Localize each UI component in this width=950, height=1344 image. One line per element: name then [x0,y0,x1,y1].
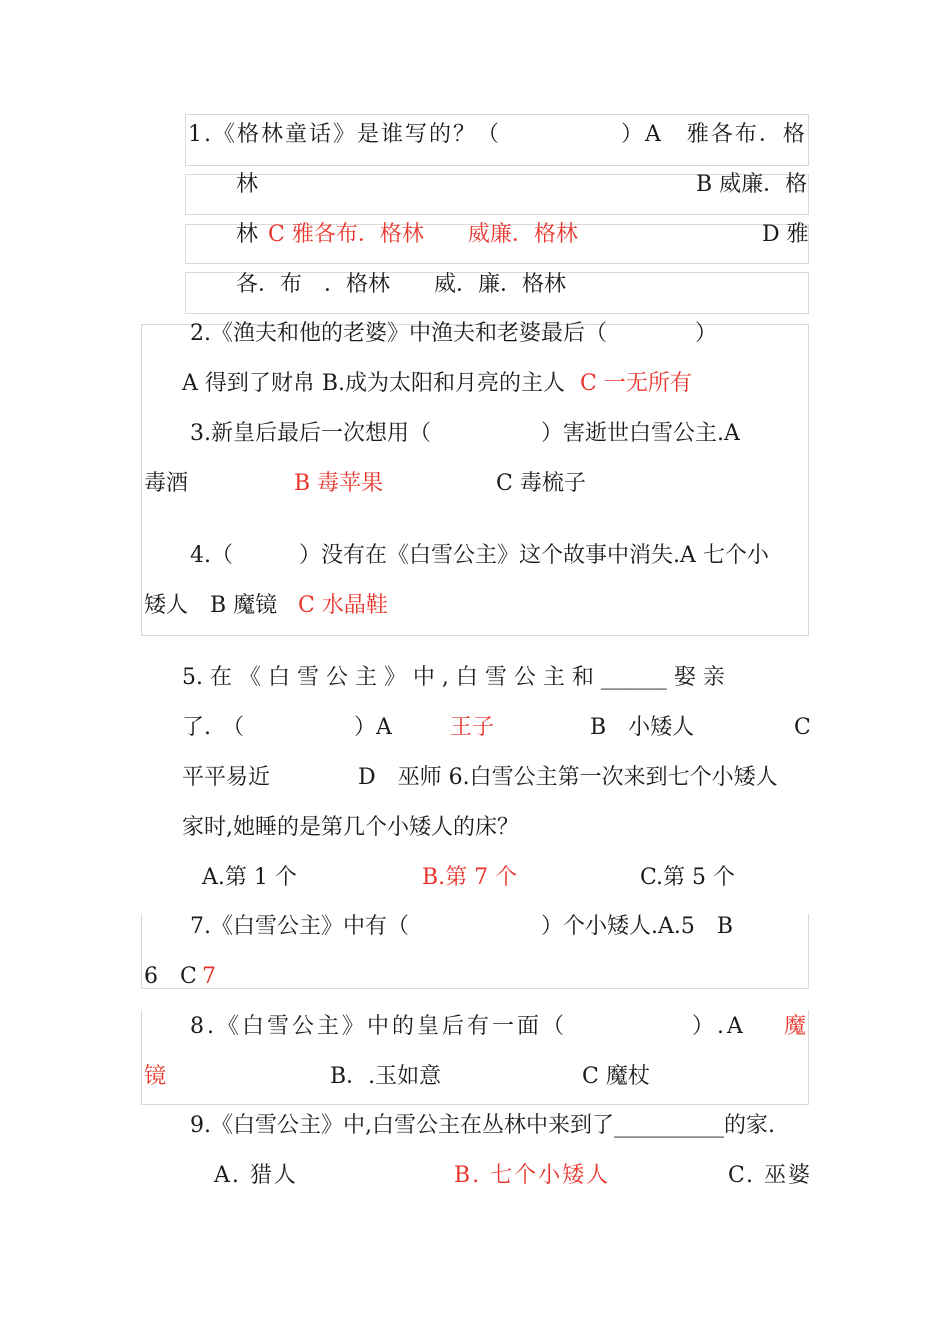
q9-answer: B. 七个小矮人 [454,1163,611,1188]
q7-stem: 7.《白雪公主》中有（ ）个小矮人.A.5 B [190,914,734,939]
q6-option-a: A.第 1 个 [202,865,297,890]
q4-answer: C 水晶鞋 [298,593,388,618]
q2-stem: 2.《渔夫和他的老婆》中渔夫和老婆最后（ ） [190,321,717,346]
q8-stem: 8.《白雪公主》中的皇后有一面（ ）.A [190,1014,746,1039]
q5-option-b: B 小矮人 [590,715,695,740]
q8-answer-part2: 镜 [144,1064,167,1089]
q8-option-c: C 魔杖 [582,1064,650,1089]
q1-answer: C 雅各布．格林 威廉．格林 [268,222,578,247]
q7-answer: 7 [202,964,216,989]
q1-line3-right: D 雅 [762,222,809,247]
q5-line3: 平平易近 D 巫师 6.白雪公主第一次来到七个小矮人 [182,765,778,790]
q4-stem: 4.（ ）没有在《白雪公主》这个故事中消失.A 七个小 [190,543,769,568]
q6-stem: 家时,她睡的是第几个小矮人的床？ [182,815,519,840]
q8-answer-part1: 魔 [784,1014,807,1039]
q2-options: A 得到了财帛 B.成为太阳和月亮的主人 [182,371,566,396]
q5-line2: 了. （ ）A [182,715,392,740]
q9-option-a: A. 猎人 [214,1163,298,1188]
q9-option-c: C. 巫婆 [728,1163,813,1188]
q3-stem: 3.新皇后最后一次想用（ ）害逝世白雪公主.A [190,421,740,446]
q1-line3-left: 林 [236,222,259,247]
q1-stem: 1.《格林童话》是谁写的？（ ）A 雅各布．格 [188,122,807,147]
q2-answer: C 一无所有 [580,371,692,396]
q4-options: 矮人 B 魔镜 [144,593,278,618]
q1-line2-right: B 威廉．格 [696,172,808,197]
q6-option-c: C.第 5 个 [640,865,736,890]
q7-line2: 6 C [144,964,197,989]
q5-answer: 王子 [450,715,495,740]
q3-answer: B 毒苹果 [294,471,384,496]
q3-option-a: 毒酒 [144,471,189,496]
q3-option-c: C 毒梳子 [496,471,586,496]
q5-option-c: C [794,715,811,740]
q5-stem: 5. 在 《 白 雪 公 主 》 中 , 白 雪 公 主 和 ______ 娶 亲 [182,665,725,690]
q6-answer: B.第 7 个 [422,865,518,890]
q9-stem: 9.《白雪公主》中,白雪公主在丛林中来到了__________的家. [190,1113,775,1138]
q1-line2-left: 林 [236,172,259,197]
q1-line4: 各．布 ．格林 威．廉．格林 [236,272,567,297]
q8-option-b: B．.玉如意 [330,1064,442,1089]
